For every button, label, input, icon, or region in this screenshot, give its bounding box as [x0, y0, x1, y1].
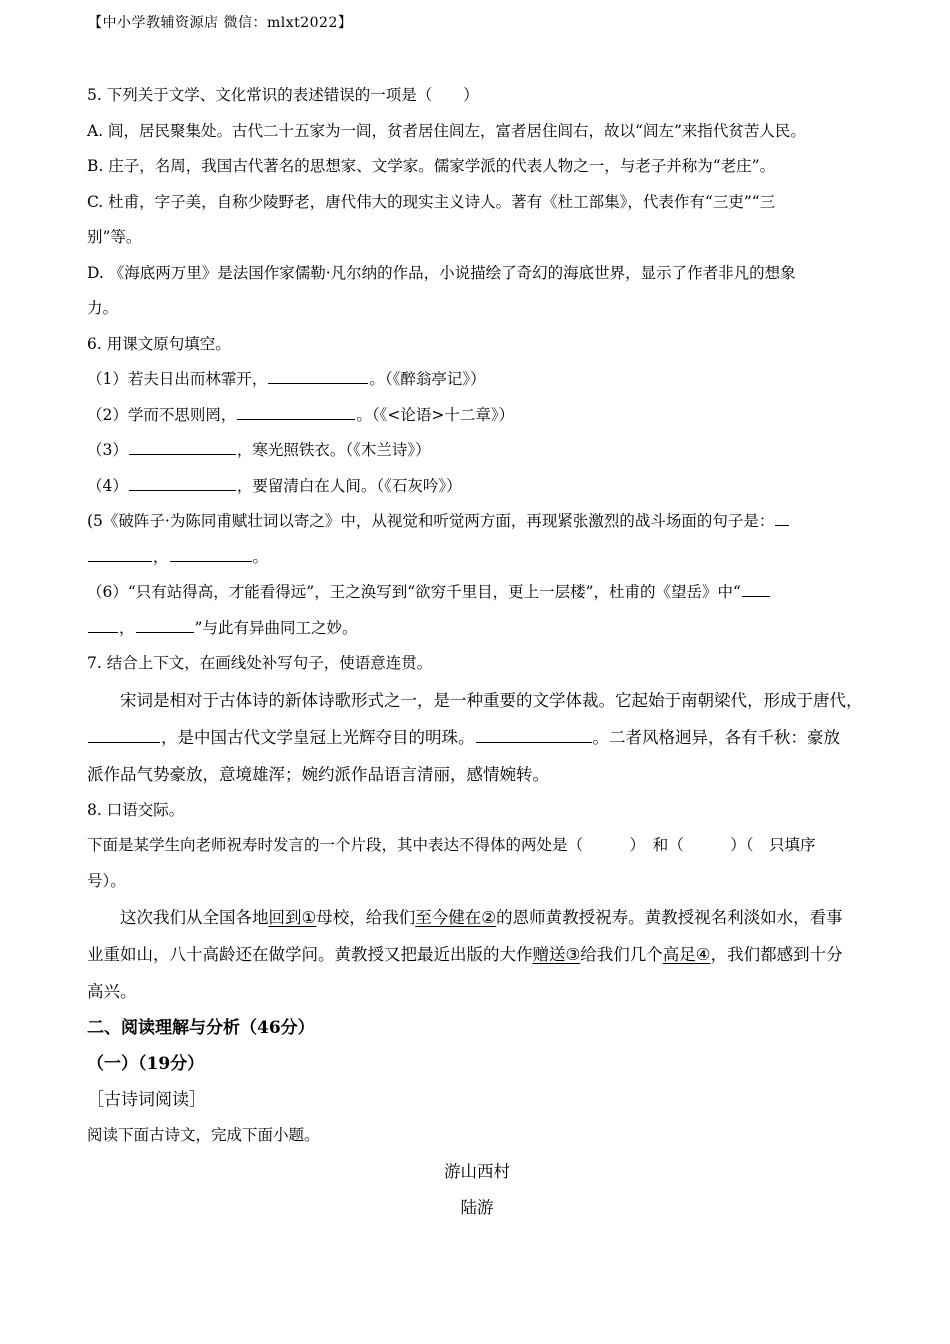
q8-description-line1: 下面是某学生向老师祝寿时发言的一个片段，其中表达不得体的两处是（ ） 和（ ）（ 只填序 — [87, 836, 816, 854]
q7-passage-line2 — [87, 719, 887, 756]
q6-item-6-line1 — [87, 575, 887, 611]
blank-field[interactable] — [136, 616, 194, 633]
q6-item-2-prefix: （2）学而不思则罔， — [87, 405, 237, 424]
blank-field[interactable] — [129, 438, 236, 455]
reading-instruction: 阅读下面古诗文，完成下面小题。 — [87, 1126, 320, 1144]
q6-item-6-comma: ， — [119, 618, 135, 637]
q6-item-1-suffix: 。（《醉翁亭记》） — [369, 370, 486, 388]
q6-item-3-suffix: ，寒光照铁衣。（《木兰诗》） — [236, 441, 431, 459]
q8-passage-line2 — [87, 936, 887, 973]
q6-item-3-prefix: （3） — [87, 441, 128, 459]
blank-field[interactable] — [775, 509, 789, 526]
passage-text: 给我们几个 — [580, 945, 663, 964]
passage-text: 的恩师黄教授祝寿。黄教授视名利淡如水，看事 — [496, 908, 843, 927]
poem-author: 陆游 — [460, 1197, 494, 1217]
passage-text: ，我们都感到十分 — [710, 945, 843, 964]
blank-field[interactable] — [268, 367, 368, 384]
q5-option-d-line1: D. 《海底两万里》是法国作家儒勒·凡尔纳的作品，小说描绘了奇幻的海底世界，显示了作者非凡的想象 — [87, 263, 796, 282]
q6-item-5-line2 — [87, 540, 887, 576]
poem-title: 游山西村 — [444, 1161, 510, 1181]
passage-text: 这次我们从全国各地 — [120, 908, 269, 927]
q5-stem: 5. 下列关于文学、文化常识的表述错误的一项是（ ） — [87, 86, 479, 104]
q6-item-2 — [87, 398, 887, 434]
q6-item-4-suffix: ，要留清白在人间。（《石灰吟》） — [236, 476, 462, 495]
q6-item-3 — [87, 433, 887, 469]
q6-item-6-line2 — [87, 611, 887, 647]
q5-option-a: A. 闾，居民聚集处。古代二十五家为一闾，贫者居住闾左，富者居住闾右，故以“闾左”来指代贫苦人民。 — [87, 121, 806, 140]
document-body — [87, 78, 887, 1226]
passage-text: 业重如山，八十高龄还在做学问。黄教授又把最近出版的大作 — [87, 945, 533, 964]
blank-field[interactable] — [88, 726, 160, 743]
blank-field[interactable] — [170, 545, 252, 562]
q6-item-5-prompt: (5《破阵子·为陈同甫赋壮词以寄之》中，从视觉和听觉两方面，再现紧张激烈的战斗场面的句子是： — [87, 512, 775, 530]
underlined-phrase-3: 赠送③ — [532, 945, 581, 964]
q6-item-5-end: 。 — [252, 547, 269, 566]
q7-passage-mid: ，是中国古代文学皇冠上光辉夺目的明珠。 — [161, 727, 475, 747]
header-note: 【中小学教辅资源店 微信：mlxt2022】 — [88, 15, 353, 31]
subsection-heading: （一）（19分） — [87, 1054, 205, 1074]
blank-field[interactable] — [88, 616, 118, 633]
q6-item-5-comma: ， — [153, 547, 169, 566]
blank-field[interactable] — [476, 726, 592, 743]
q7-passage-end: 。二者风格迥异，各有千秋：豪放 — [592, 727, 840, 747]
blank-field[interactable] — [742, 580, 770, 597]
underlined-phrase-2: 至今健在② — [415, 908, 497, 927]
q7-stem: 7. 结合上下文，在画线处补写句子，使语意连贯。 — [87, 654, 433, 672]
underlined-phrase-4: 高足④ — [662, 945, 711, 964]
q8-stem: 8. 口语交际。 — [87, 800, 185, 819]
category-label: ［古诗词阅读］ — [87, 1090, 206, 1110]
q8-description-line2: 号）。 — [87, 871, 126, 890]
q5-option-c-line1: C. 杜甫，字子美，自称少陵野老，唐代伟大的现实主义诗人。著有《杜工部集》，代表作有“三吏”“三 — [87, 192, 776, 211]
q5-option-d-line2: 力。 — [87, 299, 119, 317]
q5-option-b: B. 庄子，名周，我国古代著名的思想家、文学家。儒家学派的代表人物之一，与老子并称为“老庄”。 — [87, 157, 776, 175]
q6-item-6-end: ”与此有异曲同工之妙。 — [194, 618, 358, 637]
section-heading: 二、阅读理解与分析（46分） — [87, 1018, 315, 1038]
q6-item-1 — [87, 362, 887, 398]
q6-item-4 — [87, 469, 887, 505]
q6-item-1-prefix: （1）若夫日出而林霏开， — [87, 370, 268, 388]
q6-item-4-prefix: （4） — [87, 476, 128, 495]
q7-passage-line1: 宋词是相对于古体诗的新体诗歌形式之一，是一种重要的文学体裁。它起始于南朝梁代，形成于唐代， — [120, 690, 863, 710]
q6-stem: 6. 用课文原句填空。 — [87, 334, 231, 353]
blank-field[interactable] — [237, 403, 355, 420]
q8-passage-line3: 高兴。 — [87, 982, 137, 1001]
passage-text: 母校，给我们 — [316, 908, 416, 927]
q6-item-6-prompt: （6）“只有站得高，才能看得远”，王之涣写到“欲穷千里目，更上一层楼”，杜甫的《望岳》中“ — [87, 583, 741, 601]
q7-passage-line3: 派作品气势豪放，意境雄浑；婉约派作品语言清丽，感情婉转。 — [87, 764, 549, 784]
q6-item-2-suffix: 。（《<论语>十二章》） — [356, 405, 515, 424]
blank-field[interactable] — [129, 474, 236, 491]
q8-passage-line1 — [87, 899, 887, 936]
q6-item-5-line1 — [87, 504, 887, 540]
blank-field[interactable] — [88, 545, 152, 562]
q5-option-c-line2: 别”等。 — [87, 228, 142, 246]
underlined-phrase-1: 回到① — [268, 908, 317, 927]
